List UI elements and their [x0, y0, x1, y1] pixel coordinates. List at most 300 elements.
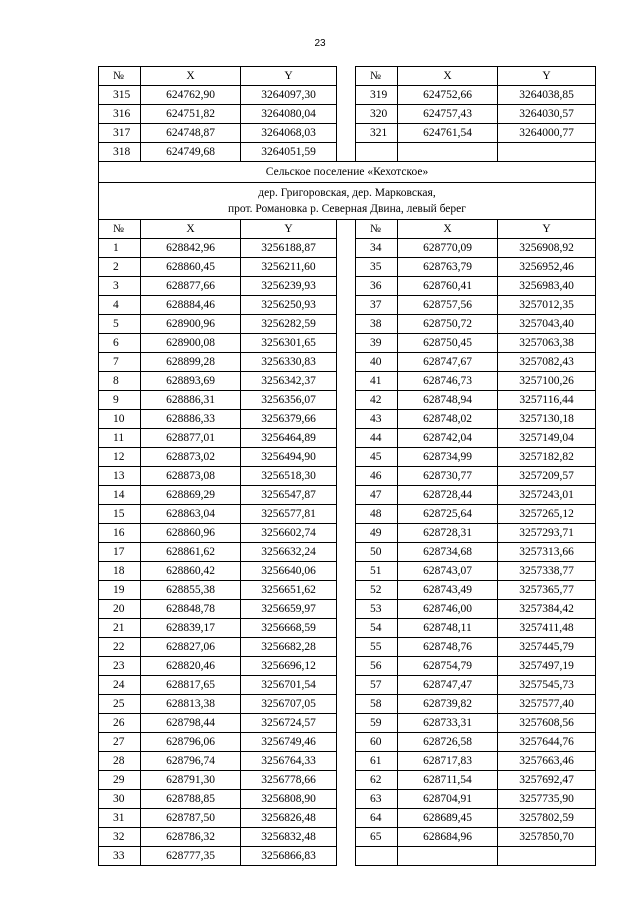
point-number: 319 — [356, 86, 398, 105]
x-coordinate: 628728,44 — [398, 486, 498, 505]
point-number: 43 — [356, 410, 398, 429]
y-coordinate: 3257293,71 — [498, 524, 596, 543]
x-coordinate: 628757,56 — [398, 296, 498, 315]
subsection-line: дер. Григоровская, дер. Марковская, — [258, 187, 436, 199]
point-number: 48 — [356, 505, 398, 524]
table-row — [99, 809, 596, 828]
point-number: 36 — [356, 277, 398, 296]
column-gap — [337, 239, 356, 258]
y-coordinate: 3256668,59 — [241, 619, 337, 638]
column-gap — [337, 733, 356, 752]
point-number: 32 — [99, 828, 141, 847]
table-row — [99, 429, 596, 448]
point-number: 28 — [99, 752, 141, 771]
x-coordinate: 628739,82 — [398, 695, 498, 714]
header-row — [99, 67, 596, 86]
point-number: 54 — [356, 619, 398, 638]
y-coordinate: 3257411,48 — [498, 619, 596, 638]
y-coordinate: 3256250,93 — [241, 296, 337, 315]
table-row — [99, 296, 596, 315]
table-row — [99, 391, 596, 410]
table-row — [99, 581, 596, 600]
point-number: 34 — [356, 239, 398, 258]
point-number: 24 — [99, 676, 141, 695]
point-number: 17 — [99, 543, 141, 562]
x-coordinate: 628886,31 — [141, 391, 241, 410]
x-coordinate: 628734,68 — [398, 543, 498, 562]
y-coordinate: 3256808,90 — [241, 790, 337, 809]
x-coordinate: 628750,45 — [398, 334, 498, 353]
x-coordinate: 628787,50 — [141, 809, 241, 828]
column-gap — [337, 695, 356, 714]
y-coordinate: 3256188,87 — [241, 239, 337, 258]
point-number: 33 — [99, 847, 141, 866]
y-coordinate: 3257663,46 — [498, 752, 596, 771]
y-coordinate: 3256239,93 — [241, 277, 337, 296]
y-coordinate: 3256764,33 — [241, 752, 337, 771]
y-coordinate: 3256464,89 — [241, 429, 337, 448]
y-coordinate: 3256640,06 — [241, 562, 337, 581]
point-number: 26 — [99, 714, 141, 733]
table-row — [99, 372, 596, 391]
y-coordinate: 3257577,40 — [498, 695, 596, 714]
x-coordinate: 628725,64 — [398, 505, 498, 524]
table-row — [99, 847, 596, 866]
x-coordinate: 628754,79 — [398, 657, 498, 676]
table-row — [99, 277, 596, 296]
y-coordinate: 3257608,56 — [498, 714, 596, 733]
y-coordinate: 3256826,48 — [241, 809, 337, 828]
x-coordinate: 628728,31 — [398, 524, 498, 543]
point-number: 31 — [99, 809, 141, 828]
table-row — [99, 562, 596, 581]
y-coordinate: 3257082,43 — [498, 353, 596, 372]
x-coordinate: 628704,91 — [398, 790, 498, 809]
column-gap — [337, 220, 356, 239]
x-coordinate — [398, 847, 498, 866]
column-gap — [337, 505, 356, 524]
point-number: 58 — [356, 695, 398, 714]
point-number: 52 — [356, 581, 398, 600]
x-coordinate: 628742,04 — [398, 429, 498, 448]
point-number: 44 — [356, 429, 398, 448]
col-x-header: X — [398, 220, 498, 239]
x-coordinate: 628746,00 — [398, 600, 498, 619]
x-coordinate: 628788,85 — [141, 790, 241, 809]
point-number: 45 — [356, 448, 398, 467]
x-coordinate: 628747,67 — [398, 353, 498, 372]
x-coordinate: 628763,79 — [398, 258, 498, 277]
x-coordinate: 628884,46 — [141, 296, 241, 315]
x-coordinate: 628855,38 — [141, 581, 241, 600]
page-number: 23 — [314, 38, 326, 49]
x-coordinate: 624762,90 — [141, 86, 241, 105]
x-coordinate: 628817,65 — [141, 676, 241, 695]
col-y-header: Y — [241, 67, 337, 86]
x-coordinate: 628770,09 — [398, 239, 498, 258]
column-gap — [337, 467, 356, 486]
column-gap — [337, 258, 356, 277]
y-coordinate: 3256682,28 — [241, 638, 337, 657]
point-number — [356, 847, 398, 866]
x-coordinate: 628886,33 — [141, 410, 241, 429]
point-number: 22 — [99, 638, 141, 657]
point-number: 64 — [356, 809, 398, 828]
x-coordinate: 628750,72 — [398, 315, 498, 334]
column-gap — [337, 543, 356, 562]
table-row — [99, 258, 596, 277]
table-row — [99, 315, 596, 334]
y-coordinate: 3256866,83 — [241, 847, 337, 866]
y-coordinate: 3257100,26 — [498, 372, 596, 391]
x-coordinate: 628873,02 — [141, 448, 241, 467]
point-number: 23 — [99, 657, 141, 676]
col-num-header: № — [99, 67, 141, 86]
x-coordinate: 628900,96 — [141, 315, 241, 334]
column-gap — [337, 296, 356, 315]
point-number: 315 — [99, 86, 141, 105]
section-title: Сельское поселение «Кехотское» — [99, 162, 596, 183]
point-number: 12 — [99, 448, 141, 467]
x-coordinate: 628730,77 — [398, 467, 498, 486]
x-coordinate: 624757,43 — [398, 105, 498, 124]
y-coordinate: 3257497,19 — [498, 657, 596, 676]
x-coordinate — [398, 143, 498, 162]
table-row — [99, 448, 596, 467]
y-coordinate: 3256379,66 — [241, 410, 337, 429]
table-row — [99, 239, 596, 258]
x-coordinate: 628860,96 — [141, 524, 241, 543]
point-number: 317 — [99, 124, 141, 143]
x-coordinate: 628860,42 — [141, 562, 241, 581]
point-number: 51 — [356, 562, 398, 581]
column-gap — [337, 676, 356, 695]
point-number: 35 — [356, 258, 398, 277]
point-number: 39 — [356, 334, 398, 353]
y-coordinate: 3264051,59 — [241, 143, 337, 162]
y-coordinate: 3264068,03 — [241, 124, 337, 143]
x-coordinate: 628748,76 — [398, 638, 498, 657]
point-number: 6 — [99, 334, 141, 353]
y-coordinate: 3256983,40 — [498, 277, 596, 296]
column-gap — [337, 353, 356, 372]
point-number: 7 — [99, 353, 141, 372]
column-gap — [337, 619, 356, 638]
table-row — [99, 600, 596, 619]
y-coordinate: 3257043,40 — [498, 315, 596, 334]
point-number: 65 — [356, 828, 398, 847]
x-coordinate: 628743,07 — [398, 562, 498, 581]
column-gap — [337, 86, 356, 105]
table-row — [99, 752, 596, 771]
x-coordinate: 628748,94 — [398, 391, 498, 410]
y-coordinate: 3256724,57 — [241, 714, 337, 733]
y-coordinate: 3257265,12 — [498, 505, 596, 524]
table-row — [99, 467, 596, 486]
table-row — [99, 657, 596, 676]
point-number: 316 — [99, 105, 141, 124]
point-number: 2 — [99, 258, 141, 277]
y-coordinate: 3264080,04 — [241, 105, 337, 124]
y-coordinate: 3264030,57 — [498, 105, 596, 124]
point-number: 49 — [356, 524, 398, 543]
column-gap — [337, 714, 356, 733]
table-row — [99, 124, 596, 143]
x-coordinate: 628842,96 — [141, 239, 241, 258]
y-coordinate: 3257012,35 — [498, 296, 596, 315]
table-row — [99, 86, 596, 105]
col-y-header: Y — [241, 220, 337, 239]
table-row — [99, 505, 596, 524]
y-coordinate: 3257149,04 — [498, 429, 596, 448]
point-number: 25 — [99, 695, 141, 714]
y-coordinate: 3257130,18 — [498, 410, 596, 429]
y-coordinate: 3256301,65 — [241, 334, 337, 353]
y-coordinate: 3256659,97 — [241, 600, 337, 619]
table-row — [99, 334, 596, 353]
column-gap — [337, 410, 356, 429]
y-coordinate: 3256356,07 — [241, 391, 337, 410]
table-row — [99, 771, 596, 790]
table-row — [99, 353, 596, 372]
y-coordinate: 3257209,57 — [498, 467, 596, 486]
column-gap — [337, 562, 356, 581]
y-coordinate: 3257545,73 — [498, 676, 596, 695]
x-coordinate: 624761,54 — [398, 124, 498, 143]
point-number: 56 — [356, 657, 398, 676]
y-coordinate: 3256342,37 — [241, 372, 337, 391]
col-x-header: X — [398, 67, 498, 86]
table-row — [99, 828, 596, 847]
point-number: 53 — [356, 600, 398, 619]
x-coordinate: 628877,01 — [141, 429, 241, 448]
x-coordinate: 628684,96 — [398, 828, 498, 847]
y-coordinate: 3256211,60 — [241, 258, 337, 277]
column-gap — [337, 429, 356, 448]
y-coordinate: 3256651,62 — [241, 581, 337, 600]
x-coordinate: 628734,99 — [398, 448, 498, 467]
table-row — [99, 619, 596, 638]
x-coordinate: 628733,31 — [398, 714, 498, 733]
x-coordinate: 628726,58 — [398, 733, 498, 752]
x-coordinate: 628777,35 — [141, 847, 241, 866]
table-row — [99, 790, 596, 809]
y-coordinate: 3256282,59 — [241, 315, 337, 334]
y-coordinate: 3256749,46 — [241, 733, 337, 752]
col-y-header: Y — [498, 220, 596, 239]
subsection-title — [99, 183, 596, 220]
point-number: 40 — [356, 353, 398, 372]
x-coordinate: 628827,06 — [141, 638, 241, 657]
x-coordinate: 624749,68 — [141, 143, 241, 162]
point-number: 41 — [356, 372, 398, 391]
point-number: 13 — [99, 467, 141, 486]
point-number: 62 — [356, 771, 398, 790]
point-number: 55 — [356, 638, 398, 657]
column-gap — [337, 657, 356, 676]
column-gap — [337, 790, 356, 809]
y-coordinate: 3257063,38 — [498, 334, 596, 353]
x-coordinate: 628877,66 — [141, 277, 241, 296]
point-number: 59 — [356, 714, 398, 733]
column-gap — [337, 315, 356, 334]
column-gap — [337, 581, 356, 600]
x-coordinate: 628899,28 — [141, 353, 241, 372]
x-coordinate: 628848,78 — [141, 600, 241, 619]
header-row — [99, 220, 596, 239]
point-number: 37 — [356, 296, 398, 315]
column-gap — [337, 124, 356, 143]
point-number: 15 — [99, 505, 141, 524]
x-coordinate: 628869,29 — [141, 486, 241, 505]
y-coordinate: 3257384,42 — [498, 600, 596, 619]
x-coordinate: 628861,62 — [141, 543, 241, 562]
table-row — [99, 410, 596, 429]
x-coordinate: 628748,11 — [398, 619, 498, 638]
x-coordinate: 628760,41 — [398, 277, 498, 296]
y-coordinate: 3256952,46 — [498, 258, 596, 277]
table-row — [99, 638, 596, 657]
column-gap — [337, 828, 356, 847]
y-coordinate: 3264038,85 — [498, 86, 596, 105]
table-row — [99, 714, 596, 733]
x-coordinate: 628798,44 — [141, 714, 241, 733]
column-gap — [337, 391, 356, 410]
table-row — [99, 486, 596, 505]
column-gap — [337, 524, 356, 543]
col-num-header: № — [356, 220, 398, 239]
point-number: 42 — [356, 391, 398, 410]
point-number: 8 — [99, 372, 141, 391]
y-coordinate: 3256632,24 — [241, 543, 337, 562]
subsection-title-row — [99, 183, 596, 220]
point-number: 3 — [99, 277, 141, 296]
column-gap — [337, 486, 356, 505]
point-number: 14 — [99, 486, 141, 505]
column-gap — [337, 67, 356, 86]
x-coordinate: 628689,45 — [398, 809, 498, 828]
y-coordinate — [498, 143, 596, 162]
table-row — [99, 543, 596, 562]
table-row — [99, 524, 596, 543]
x-coordinate: 628820,46 — [141, 657, 241, 676]
subsection-line: прот. Романовка р. Северная Двина, левый берег — [228, 203, 466, 215]
x-coordinate: 628813,38 — [141, 695, 241, 714]
y-coordinate: 3256707,05 — [241, 695, 337, 714]
x-coordinate: 628743,49 — [398, 581, 498, 600]
x-coordinate: 628893,69 — [141, 372, 241, 391]
y-coordinate: 3257445,79 — [498, 638, 596, 657]
x-coordinate: 628839,17 — [141, 619, 241, 638]
point-number: 20 — [99, 600, 141, 619]
x-coordinate: 628791,30 — [141, 771, 241, 790]
y-coordinate: 3256494,90 — [241, 448, 337, 467]
y-coordinate: 3257735,90 — [498, 790, 596, 809]
x-coordinate: 628860,45 — [141, 258, 241, 277]
y-coordinate: 3257644,76 — [498, 733, 596, 752]
y-coordinate: 3256908,92 — [498, 239, 596, 258]
x-coordinate: 628717,83 — [398, 752, 498, 771]
y-coordinate: 3257313,66 — [498, 543, 596, 562]
y-coordinate: 3257365,77 — [498, 581, 596, 600]
y-coordinate: 3256701,54 — [241, 676, 337, 695]
point-number: 19 — [99, 581, 141, 600]
column-gap — [337, 771, 356, 790]
x-coordinate: 628796,74 — [141, 752, 241, 771]
x-coordinate: 628786,32 — [141, 828, 241, 847]
point-number: 50 — [356, 543, 398, 562]
column-gap — [337, 600, 356, 619]
col-num-header: № — [356, 67, 398, 86]
table-row — [99, 105, 596, 124]
column-gap — [337, 105, 356, 124]
col-x-header: X — [141, 220, 241, 239]
y-coordinate: 3264097,30 — [241, 86, 337, 105]
column-gap — [337, 638, 356, 657]
x-coordinate: 624752,66 — [398, 86, 498, 105]
y-coordinate: 3256832,48 — [241, 828, 337, 847]
column-gap — [337, 277, 356, 296]
y-coordinate: 3257692,47 — [498, 771, 596, 790]
point-number: 5 — [99, 315, 141, 334]
y-coordinate: 3256778,66 — [241, 771, 337, 790]
y-coordinate: 3257243,01 — [498, 486, 596, 505]
point-number: 9 — [99, 391, 141, 410]
y-coordinate: 3257338,77 — [498, 562, 596, 581]
point-number: 1 — [99, 239, 141, 258]
point-number: 61 — [356, 752, 398, 771]
point-number: 63 — [356, 790, 398, 809]
x-coordinate: 628863,04 — [141, 505, 241, 524]
column-gap — [337, 448, 356, 467]
point-number: 47 — [356, 486, 398, 505]
x-coordinate: 628711,54 — [398, 771, 498, 790]
x-coordinate: 628746,73 — [398, 372, 498, 391]
point-number: 4 — [99, 296, 141, 315]
column-gap — [337, 752, 356, 771]
y-coordinate: 3256518,30 — [241, 467, 337, 486]
y-coordinate: 3257850,70 — [498, 828, 596, 847]
y-coordinate: 3257802,59 — [498, 809, 596, 828]
column-gap — [337, 809, 356, 828]
y-coordinate: 3257182,82 — [498, 448, 596, 467]
point-number — [356, 143, 398, 162]
x-coordinate: 628796,06 — [141, 733, 241, 752]
section-title-row — [99, 162, 596, 183]
col-num-header: № — [99, 220, 141, 239]
y-coordinate: 3256330,83 — [241, 353, 337, 372]
x-coordinate: 628873,08 — [141, 467, 241, 486]
column-gap — [337, 847, 356, 866]
point-number: 38 — [356, 315, 398, 334]
point-number: 10 — [99, 410, 141, 429]
y-coordinate: 3256602,74 — [241, 524, 337, 543]
x-coordinate: 624748,87 — [141, 124, 241, 143]
point-number: 30 — [99, 790, 141, 809]
y-coordinate: 3256577,81 — [241, 505, 337, 524]
y-coordinate: 3256696,12 — [241, 657, 337, 676]
column-gap — [337, 334, 356, 353]
col-y-header: Y — [498, 67, 596, 86]
point-number: 46 — [356, 467, 398, 486]
x-coordinate: 624751,82 — [141, 105, 241, 124]
point-number: 11 — [99, 429, 141, 448]
y-coordinate — [498, 847, 596, 866]
table-row — [99, 676, 596, 695]
point-number: 18 — [99, 562, 141, 581]
y-coordinate: 3257116,44 — [498, 391, 596, 410]
column-gap — [337, 372, 356, 391]
